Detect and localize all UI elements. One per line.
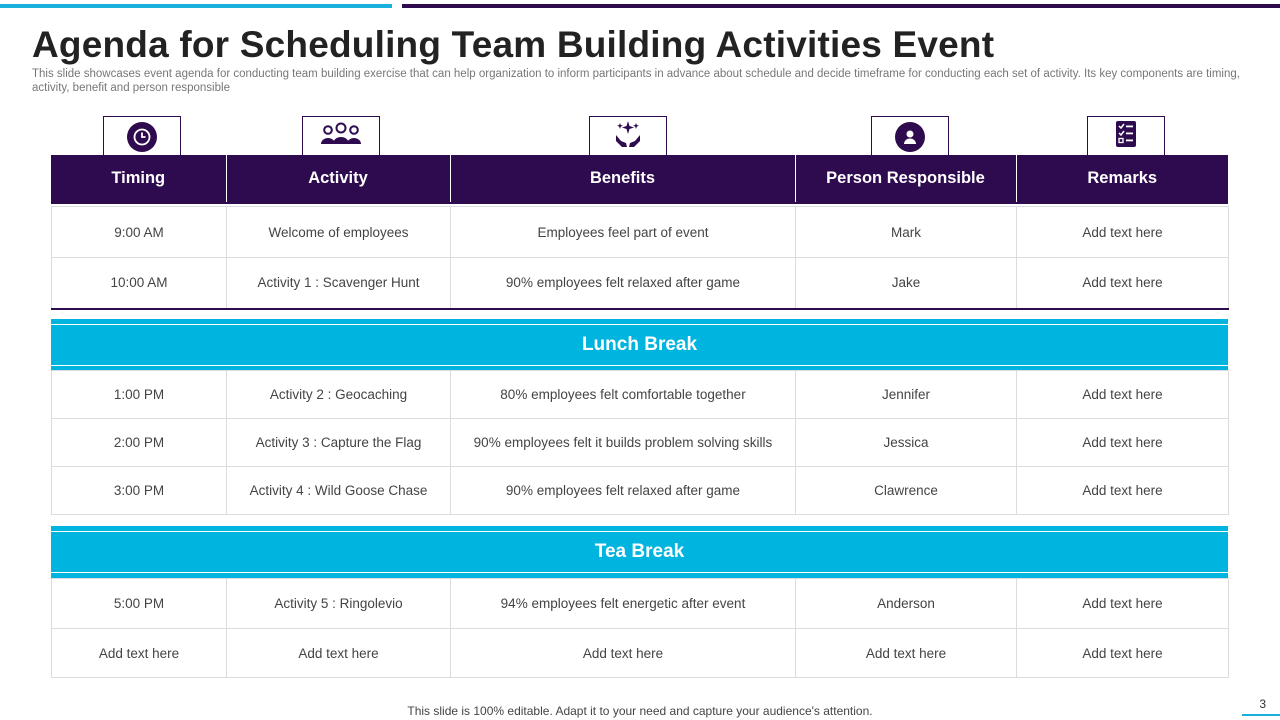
agenda-table-section-2	[51, 370, 1228, 515]
table-cell: 10:00 AM	[52, 258, 227, 309]
table-cell: 1:00 PM	[52, 371, 227, 419]
table-cell: 2:00 PM	[52, 419, 227, 467]
agenda-table-section-1	[51, 155, 1228, 310]
table-cell: Activity 3 : Capture the Flag	[227, 419, 451, 467]
column-header: Remarks	[1016, 155, 1228, 203]
table-cell: 94% employees felt energetic after event	[451, 579, 796, 629]
table-cell: Add text here	[451, 629, 796, 678]
table-cell: Add text here	[1017, 207, 1229, 258]
table-cell: 9:00 AM	[52, 207, 227, 258]
tea-break-label: Tea Break	[594, 541, 685, 562]
table-cell: Clawrence	[796, 467, 1017, 515]
page-title: Agenda for Scheduling Team Building Activities Event	[32, 24, 995, 65]
table-cell: Add text here	[1017, 419, 1229, 467]
table-row	[52, 467, 1229, 515]
table-cell: Jennifer	[796, 371, 1017, 419]
column-header: Benefits	[450, 155, 795, 203]
benefits-icon-box	[589, 116, 667, 156]
column-header: Activity	[226, 155, 450, 203]
person-icon	[895, 122, 925, 152]
table-cell: 90% employees felt relaxed after game	[451, 258, 796, 309]
team-icon	[316, 121, 366, 152]
checklist-icon	[1115, 120, 1137, 153]
table-row	[52, 258, 1229, 309]
agenda-table-section-3	[51, 578, 1228, 678]
person-icon-box	[871, 116, 949, 156]
table-cell: Add text here	[1017, 258, 1229, 309]
table-row	[52, 207, 1229, 258]
table-cell: Add text here	[796, 629, 1017, 678]
column-header: Person Responsible	[795, 155, 1016, 203]
table-cell: Employees feel part of event	[451, 207, 796, 258]
table-cell: Jake	[796, 258, 1017, 309]
table-cell: Mark	[796, 207, 1017, 258]
table-row	[52, 579, 1229, 629]
page-number: 3	[1259, 697, 1266, 711]
table-header-row	[51, 155, 1228, 203]
table-cell: Add text here	[52, 629, 227, 678]
table-cell: 80% employees felt comfortable together	[451, 371, 796, 419]
table-cell: Add text here	[1017, 629, 1229, 678]
tea-break-banner	[51, 526, 1228, 578]
table-cell: Add text here	[1017, 467, 1229, 515]
table-cell: Add text here	[1017, 579, 1229, 629]
page-subtitle: This slide showcases event agenda for conducting team building exercise that can help organization to inform participants in advance about schedule and decide timeframe for conducting each set of activity. Its key components are timing, activity, benefit and person responsible	[32, 68, 1240, 94]
table-cell: 3:00 PM	[52, 467, 227, 515]
remarks-icon-box	[1087, 116, 1165, 156]
lunch-break-banner	[51, 319, 1228, 371]
table-cell: 90% employees felt it builds problem solving skills	[451, 419, 796, 467]
table-row	[52, 419, 1229, 467]
table-cell: Add text here	[1017, 371, 1229, 419]
lunch-break-label: Lunch Break	[581, 334, 698, 355]
column-header: Timing	[51, 155, 226, 203]
activity-icon-box	[302, 116, 380, 156]
table-row	[52, 371, 1229, 419]
table-cell: Jessica	[796, 419, 1017, 467]
table-cell: Activity 2 : Geocaching	[227, 371, 451, 419]
sparkle-hands-icon	[613, 119, 643, 154]
page-number-underline	[1242, 714, 1280, 716]
footer-note: This slide is 100% editable. Adapt it to your need and capture your audience's attention.	[407, 704, 873, 718]
table-cell: 5:00 PM	[52, 579, 227, 629]
table-cell: Anderson	[796, 579, 1017, 629]
timing-icon-box	[103, 116, 181, 156]
table-cell: 90% employees felt relaxed after game	[451, 467, 796, 515]
table-cell: Activity 5 : Ringolevio	[227, 579, 451, 629]
table-cell: Add text here	[227, 629, 451, 678]
table-row	[52, 629, 1229, 678]
table-cell: Welcome of employees	[227, 207, 451, 258]
clock-icon	[127, 122, 157, 152]
table-cell: Activity 4 : Wild Goose Chase	[227, 467, 451, 515]
table-cell: Activity 1 : Scavenger Hunt	[227, 258, 451, 309]
top-dark-bar	[402, 4, 1280, 8]
top-accent-bar	[0, 4, 392, 8]
